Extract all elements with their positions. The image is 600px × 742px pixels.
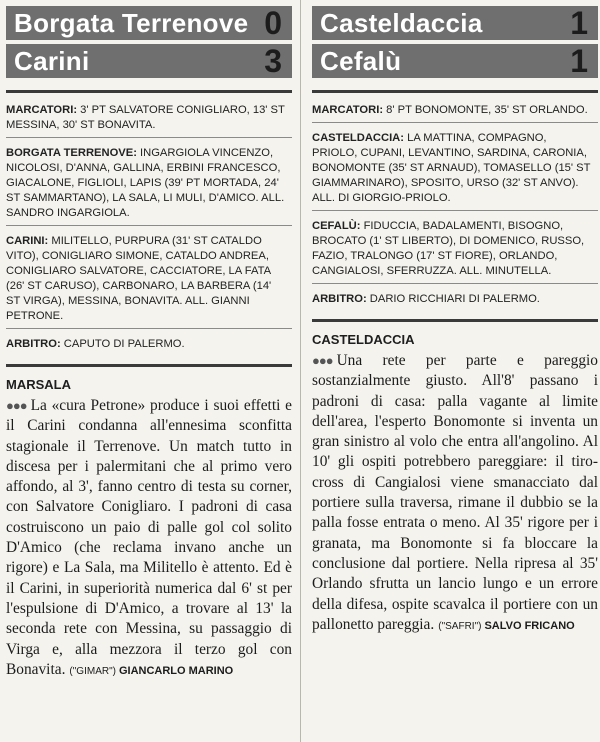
home-team-score: 0 — [264, 4, 282, 41]
home-team-name: Borgata Terrenove — [14, 7, 249, 38]
away-lineup-text: MILITELLO, PURPURA (31' ST CATALDO VITO), CONIGLIARO SIMONE, CATALDO ANDREA, CONIGLIARO SALVATORE, CACCIATORE, LA FATA (26' ST CARUSO), CARBONARO, LA BARBERA (14' ST VIRGA), MESSINA, BONAVITA. ALL. GIANNI PETRONE. — [6, 235, 272, 322]
left-match-column — [6, 0, 292, 742]
referee-text: CAPUTO DI PALERMO. — [63, 338, 185, 350]
home-lineup-block — [6, 144, 292, 226]
scorers-block — [6, 101, 292, 138]
article-text: La «cura Petrone» produce i suoi effetti e il Carini condanna all'ennesima sconfitta stagionale il Terrenove. Un match tutto in discesa per i palermitani che al primo vero affondo, al 3', fanno centro di testa su corner, con Salvatore Conigliaro. I padroni di casa costruiscono un paio di palle gol col solito D'Amico (che reclama invano anche un rigore) e La Sala, ma Militello è attento. Ed è il Carini, in superiorità numerica dal 6' st per l'espulsione di D'Amico, a trovare al 13' la seconda rete con Messina, su passaggio di Virga e, alla mezzora il terzo gol con Bonavita. — [6, 397, 292, 678]
referee-text: DARIO RICCHIARI DI PALERMO. — [369, 293, 540, 305]
home-team-bar — [6, 6, 292, 40]
scorers-text: 8' PT BONOMONTE, 35' ST ORLANDO. — [386, 104, 588, 116]
signature-tag: ("SAFRI") — [438, 620, 482, 632]
right-match-column — [312, 0, 598, 742]
bullet-dots-icon: ●●● — [312, 353, 333, 368]
bullet-dots-icon: ●●● — [6, 398, 27, 413]
home-lineup-block — [312, 129, 598, 211]
scorers-label: MARCATORI: — [312, 104, 384, 116]
signature-tag: ("GIMAR") — [69, 665, 116, 677]
away-team-name: Cefalù — [320, 45, 402, 76]
scorers-label: MARCATORI: — [6, 104, 78, 116]
away-lineup-text: FIDUCCIA, BADALAMENTI, BISOGNO, BROCATO (1' ST LIBERTO), DI DOMENICO, RUSSO, FAZIO, TRALONGO (17' ST FIORE), ORLANDO, CANGIALOSI, SFERRUZZA. ALL. MINUTELLA. — [312, 220, 585, 277]
referee-block — [6, 335, 292, 356]
away-lineup-block — [312, 217, 598, 284]
referee-label: ARBITRO: — [6, 338, 61, 350]
away-lineup-label: CEFALÙ: — [312, 220, 361, 232]
away-team-score: 1 — [570, 42, 588, 79]
signature-name: SALVO FRICANO — [484, 619, 575, 632]
signature-name: GIANCARLO MARINO — [118, 664, 234, 677]
home-lineup-label: CASTELDACCIA: — [312, 132, 404, 144]
column-divider — [300, 0, 301, 742]
home-team-name: Casteldaccia — [320, 7, 483, 38]
scorers-block — [312, 101, 598, 123]
away-team-bar — [6, 44, 292, 78]
header-rule — [312, 90, 598, 93]
home-team-score: 1 — [570, 4, 588, 41]
home-team-bar — [312, 6, 598, 40]
referee-block — [312, 290, 598, 311]
article-location: MARSALA — [6, 377, 71, 392]
away-team-name: Carini — [14, 45, 90, 76]
home-lineup-text: INGARGIOLA VINCENZO, NICOLOSI, D'ANNA, GALLINA, ERBINI FRANCESCO, GIACALONE, FIGLIOLI, LAPIS (39' PT MORTADA, 24' ST SAMMARTANO), LA SALA, LI MULI, D'AMICO. ALL. SANDRO INGARGIOLA. — [6, 147, 285, 219]
article-rule — [312, 319, 598, 322]
away-team-score: 3 — [264, 42, 282, 79]
article-body — [312, 351, 598, 637]
header-rule — [6, 90, 292, 93]
home-lineup-label: BORGATA TERRENOVE: — [6, 147, 137, 159]
article-body — [6, 396, 292, 682]
home-lineup-text: LA MATTINA, COMPAGNO, PRIOLO, CUPANI, LEVANTINO, SARDINA, CARONIA, BONOMONTE (35' ST ARNAUD), TOMASELLO (15' ST GIAMMARINARO), SPOSITO, URSO (32' ST ANVO). ALL. DI GIORGIO-PRIOLO. — [312, 132, 591, 204]
referee-label: ARBITRO: — [312, 293, 367, 305]
article-location: CASTELDACCIA — [312, 332, 415, 347]
article-rule — [6, 364, 292, 367]
away-lineup-block — [6, 232, 292, 329]
away-team-bar — [312, 44, 598, 78]
away-lineup-label: CARINI: — [6, 235, 49, 247]
article-text: Una rete per parte e pareggio sostanzialmente giusto. All'8' passano i padroni di casa: palla vagante al limite dell'area, l'esperto Bonomonte si inventa un gran sinistro al volo che entra all'angolino. Al 10' gli ospiti potrebbero pareggiare: il tiro-cross di Cangialosi viene smanacciato dal portiere sulla traversa, rimane il dubbio se la palla fosse entrata o meno. Al 35' rigore per i granata, ma Bonomonte si fa bloccare la conclusione dal portiere. Nella ripresa al 35' Orlando sfrutta un lancio lungo e un errore della difesa, ospite scavalca il portiere con un pallonetto pareggia. — [312, 352, 598, 633]
scorers-text: 3' PT SALVATORE CONIGLIARO, 13' ST MESSINA, 30' ST BONAVITA. — [6, 104, 285, 131]
